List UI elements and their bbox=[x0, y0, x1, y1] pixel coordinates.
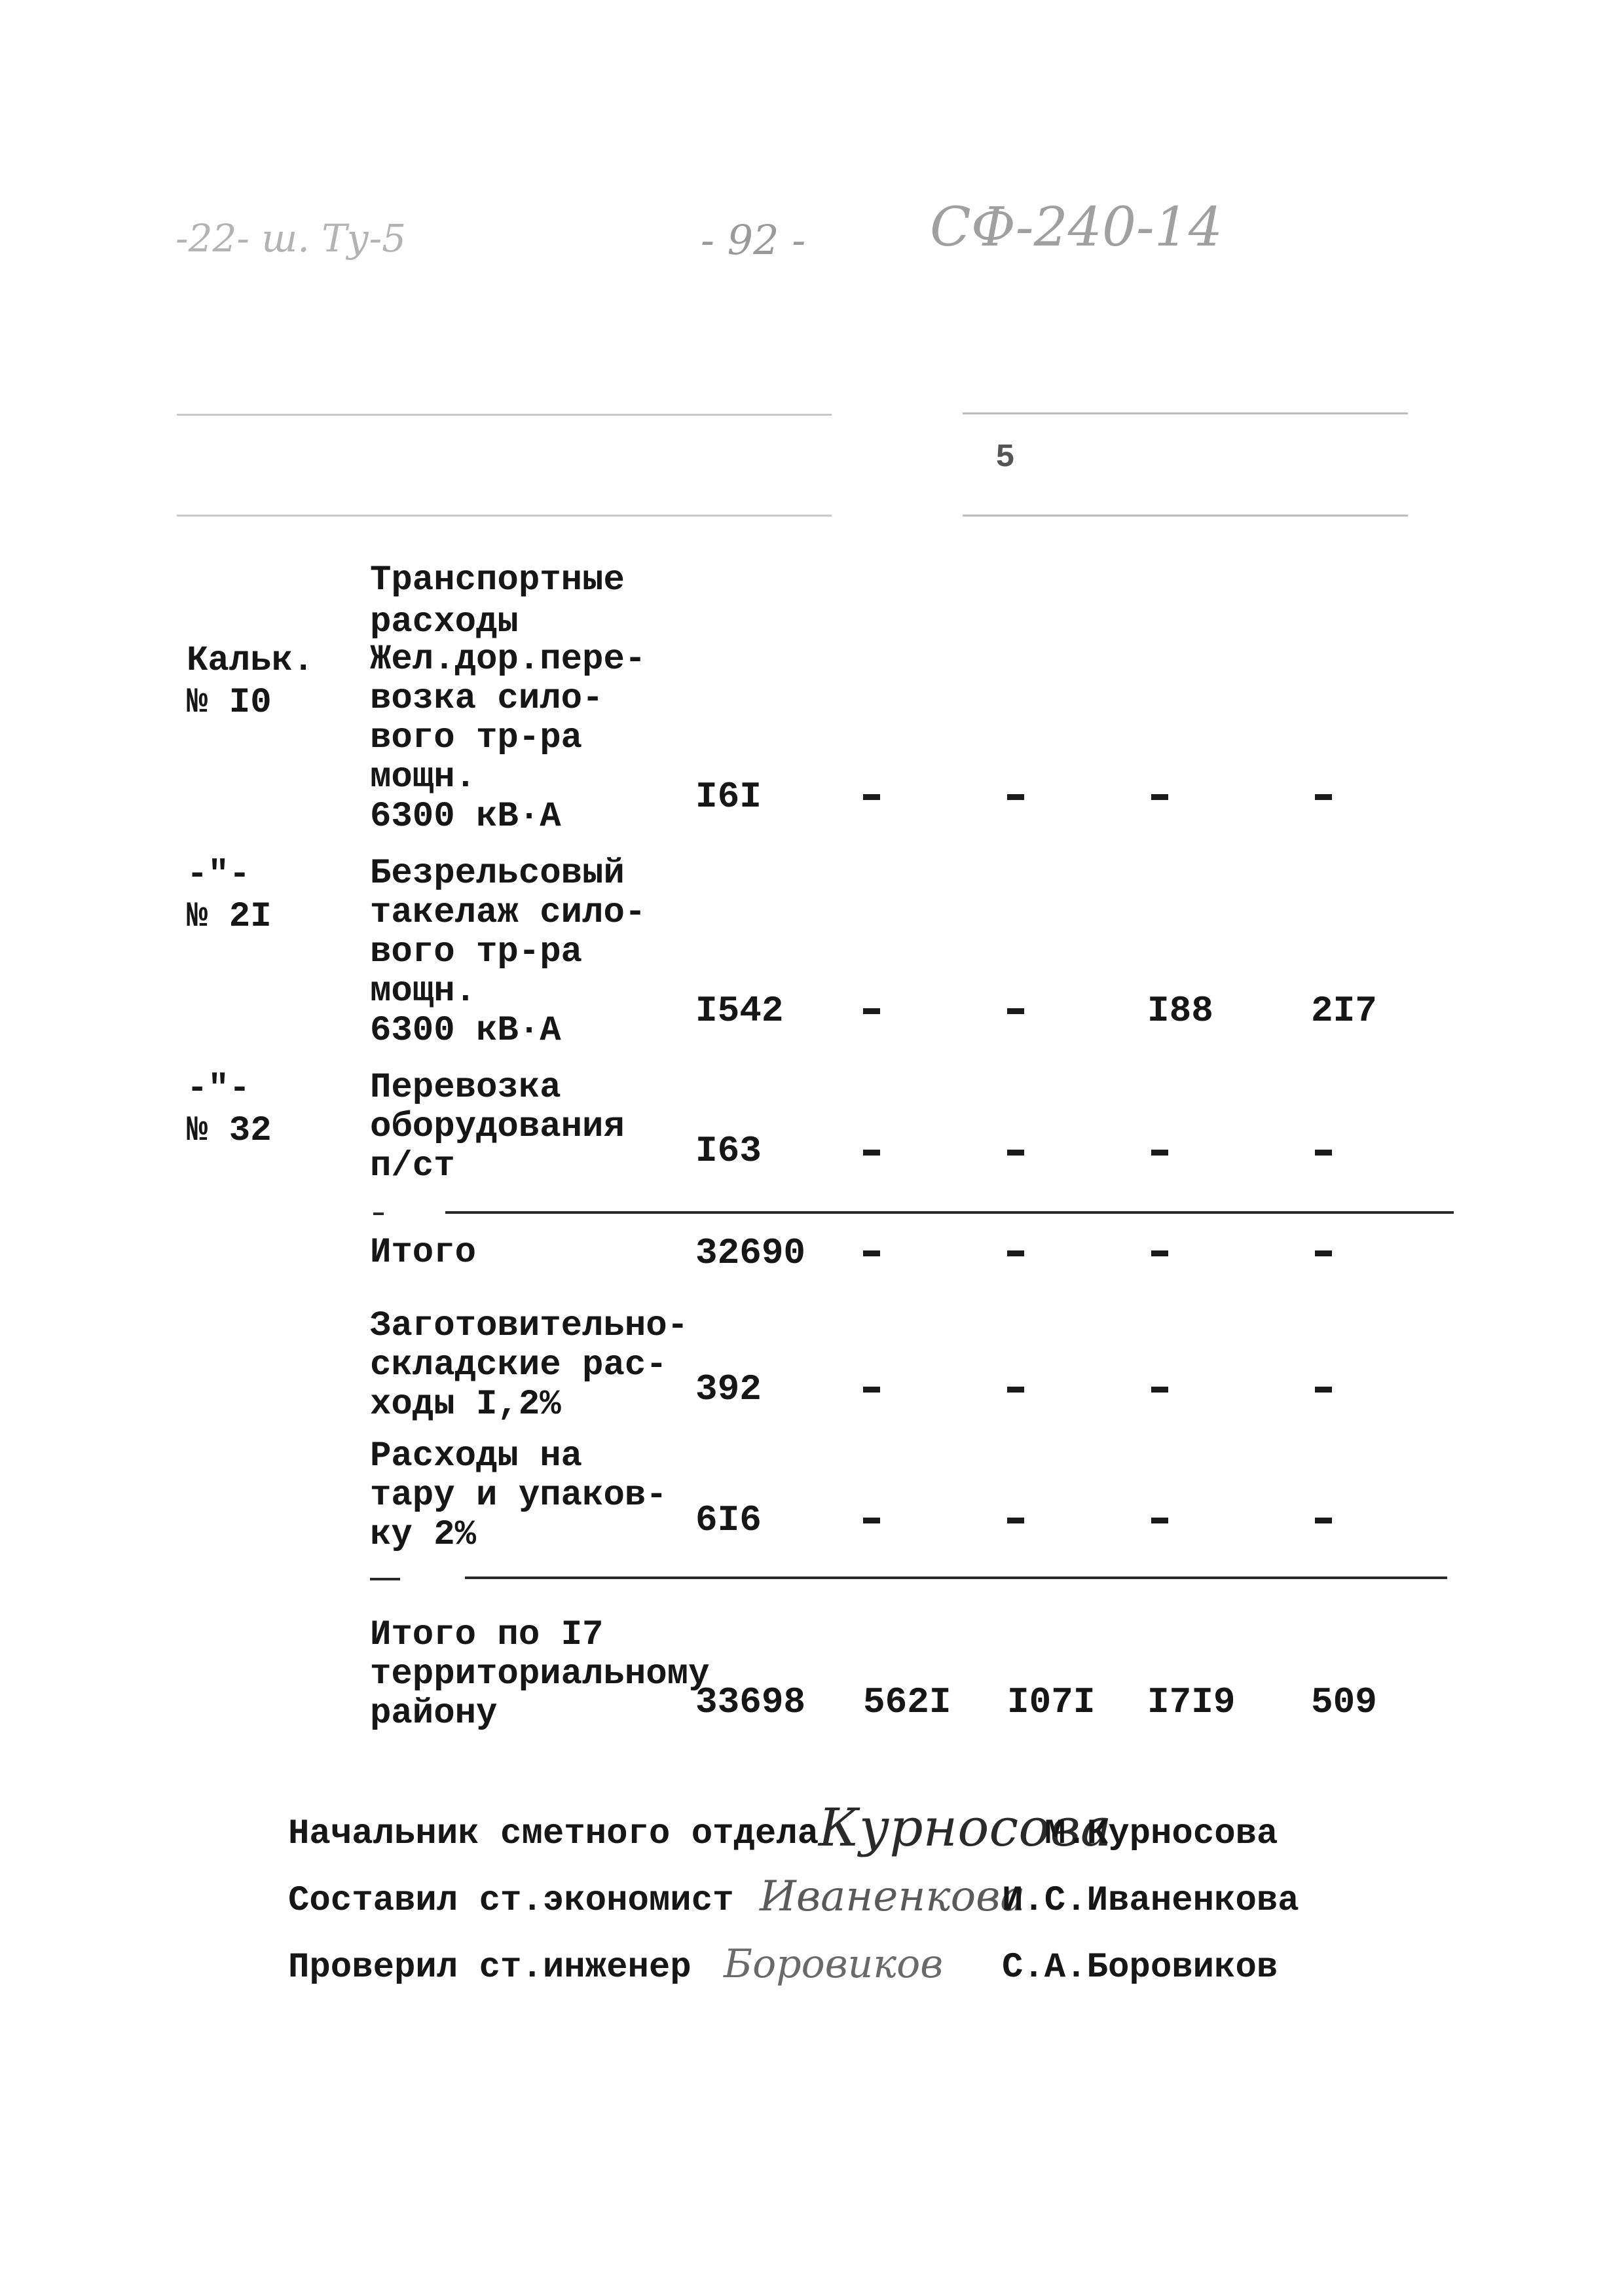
subtotal-1-value-1: 392 bbox=[695, 1368, 762, 1410]
total-value-2: 562I bbox=[863, 1681, 951, 1723]
signature-role-1: Начальник сметного отдела bbox=[288, 1814, 819, 1854]
row-1-dash-4 bbox=[1151, 794, 1168, 800]
subtotal-1-desc-line-2: складские рас- bbox=[370, 1345, 667, 1385]
total-value-4: I7I9 bbox=[1147, 1681, 1236, 1723]
subtotal-0-desc-line-1: Итого bbox=[370, 1233, 477, 1273]
row-2-desc-line-3: вого тр-ра bbox=[370, 932, 583, 972]
subtotal-1-dash-5 bbox=[1315, 1387, 1332, 1393]
subtotal-2-desc-line-1: Расходы на bbox=[370, 1436, 583, 1476]
row-3-dash-2 bbox=[863, 1150, 880, 1156]
document-code: СФ-240-14 bbox=[930, 196, 1223, 259]
row-3-dash-4 bbox=[1151, 1150, 1168, 1156]
signature-name-1: М.Курносова bbox=[1044, 1814, 1278, 1854]
signature-handwritten-2: Иваненкова bbox=[760, 1872, 1025, 1921]
subtotal-2-dash-5 bbox=[1315, 1518, 1332, 1523]
total-desc-line-3: району bbox=[370, 1694, 498, 1734]
subtotal-0-description bbox=[370, 1232, 476, 1274]
subtotal-2-dash-3 bbox=[1007, 1518, 1024, 1523]
row-3-desc-line-3: п/ст bbox=[370, 1146, 455, 1186]
row-0-desc-line-1: Транспортные bbox=[370, 560, 625, 600]
signature-name-3: С.А.Боровиков bbox=[1002, 1948, 1278, 1988]
row-2-desc-line-2: такелаж сило- bbox=[370, 893, 646, 933]
row-1-desc-line-2: возка сило- bbox=[370, 679, 604, 719]
subtotal-2-desc-line-3: ку 2% bbox=[370, 1515, 477, 1555]
separator-tick-2 bbox=[370, 1578, 400, 1580]
subtotal-2-dash-2 bbox=[863, 1518, 880, 1523]
row-3-value-1: I63 bbox=[695, 1130, 762, 1172]
row-2-ref-line-2: № 2I bbox=[187, 897, 272, 937]
total-description bbox=[370, 1616, 709, 1734]
total-value-5: 509 bbox=[1311, 1681, 1377, 1723]
signature-role-2: Составил ст.экономист bbox=[288, 1881, 734, 1921]
row-3-dash-5 bbox=[1315, 1150, 1332, 1156]
row-1-desc-line-3: вого тр-ра bbox=[370, 718, 583, 758]
signature-handwritten-3: Боровиков bbox=[724, 1941, 944, 1987]
row-2-dash-3 bbox=[1007, 1008, 1024, 1014]
row-2-desc-line-4: мощн. bbox=[370, 972, 477, 1011]
row-1-dash-2 bbox=[863, 794, 880, 800]
total-desc-line-1: Итого по I7 bbox=[370, 1615, 604, 1655]
signature-name-2: И.С.Иваненкова bbox=[1002, 1881, 1299, 1921]
subtotal-0-dash-4 bbox=[1151, 1250, 1168, 1256]
row-1-dash-5 bbox=[1315, 794, 1332, 800]
row-0-desc-line-2: расходы bbox=[370, 602, 519, 642]
row-3-ref-line-1: -"- bbox=[187, 1069, 251, 1109]
row-3-description bbox=[370, 1068, 625, 1186]
row-1-ref-line-2: № I0 bbox=[187, 683, 272, 723]
row-1-desc-line-5: 6300 кВ·А bbox=[370, 797, 561, 837]
row-1-desc-line-4: мощн. bbox=[370, 757, 477, 797]
row-1-desc-line-1: Жел.дор.пере- bbox=[370, 640, 646, 680]
section-heading bbox=[370, 560, 625, 644]
signature-handwritten-1: Курносова bbox=[819, 1797, 1112, 1858]
subtotal-1-desc-line-1: Заготовительно- bbox=[370, 1306, 689, 1346]
row-2-desc-line-5: 6300 кВ·А bbox=[370, 1011, 561, 1051]
row-2-description bbox=[370, 854, 646, 1051]
row-2-ref-line-1: -"- bbox=[187, 855, 251, 895]
subtotal-2-dash-4 bbox=[1151, 1518, 1168, 1523]
subtotal-0-dash-3 bbox=[1007, 1250, 1024, 1256]
row-2-value-4: I88 bbox=[1147, 990, 1213, 1032]
subtotal-0-dash-5 bbox=[1315, 1250, 1332, 1256]
row-1-dash-3 bbox=[1007, 794, 1024, 800]
subtotal-0-value-1: 32690 bbox=[695, 1232, 806, 1274]
header-left-mark: -22- ш. Ту-5 bbox=[175, 216, 407, 261]
table-header-bottom-rule-right bbox=[963, 515, 1408, 517]
row-1-ref bbox=[187, 640, 314, 724]
row-3-dash-3 bbox=[1007, 1150, 1024, 1156]
subtotal-1-dash-4 bbox=[1151, 1387, 1168, 1393]
subtotal-2-desc-line-2: тару и упаков- bbox=[370, 1476, 667, 1516]
row-3-desc-line-2: оборудования bbox=[370, 1107, 625, 1147]
subtotal-2-value-1: 6I6 bbox=[695, 1499, 762, 1541]
table-top-rule bbox=[177, 414, 832, 416]
column-number-5: 5 bbox=[995, 439, 1016, 477]
total-desc-line-2: территориальному bbox=[370, 1654, 710, 1694]
separator-tick-1 bbox=[373, 1212, 384, 1215]
table-top-rule-right bbox=[963, 412, 1408, 414]
row-2-desc-line-1: Безрельсовый bbox=[370, 854, 625, 894]
subtotal-2-description bbox=[370, 1437, 667, 1555]
row-3-ref bbox=[187, 1068, 272, 1152]
subtotal-1-description bbox=[370, 1307, 688, 1425]
row-3-desc-line-1: Перевозка bbox=[370, 1068, 561, 1108]
subtotal-0-dash-2 bbox=[863, 1250, 880, 1256]
subtotal-1-dash-2 bbox=[863, 1387, 880, 1393]
signature-role-3: Проверил ст.инженер bbox=[288, 1948, 692, 1988]
subtotal-1-desc-line-3: ходы I,2% bbox=[370, 1385, 561, 1425]
table-header-bottom-rule bbox=[177, 515, 832, 517]
row-1-value-1: I6I bbox=[695, 776, 762, 818]
total-value-1: 33698 bbox=[695, 1681, 806, 1723]
row-2-value-5: 2I7 bbox=[1311, 990, 1377, 1032]
separator-rule-2 bbox=[465, 1576, 1447, 1579]
row-2-value-1: I542 bbox=[695, 990, 784, 1032]
total-value-3: I07I bbox=[1007, 1681, 1096, 1723]
subtotal-1-dash-3 bbox=[1007, 1387, 1024, 1393]
page-number: - 92 - bbox=[701, 216, 806, 264]
row-1-ref-line-1: Кальк. bbox=[187, 641, 314, 681]
row-2-dash-2 bbox=[863, 1008, 880, 1014]
row-3-ref-line-2: № 32 bbox=[187, 1111, 272, 1151]
separator-rule-1 bbox=[445, 1211, 1454, 1214]
row-1-description bbox=[370, 640, 646, 837]
row-2-ref bbox=[187, 854, 272, 938]
